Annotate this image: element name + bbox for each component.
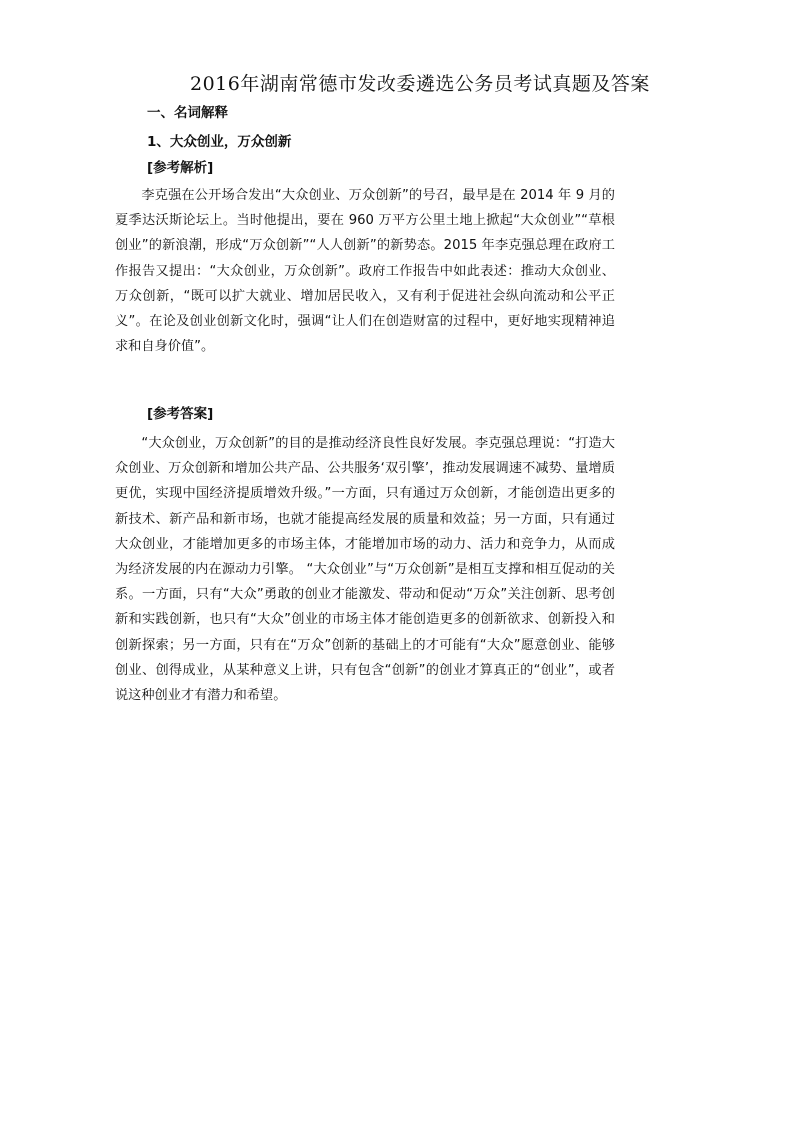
answer-label: [参考答案] <box>147 406 214 422</box>
analysis-label: [参考解析] <box>147 160 214 176</box>
analysis-paragraph: 李克强在公开场合发出“大众创业、万众创新”的号召，最早是在 2014 年 9 月的夏季达沃斯论坛上。当时他提出，要在 960 万平方公里土地上掀起“大众创业”“草根创业”的新浪潮，形成“万众创新”“人人创新”的新势态。2015 年李克强总理在政府工作报告又提出：“大众创业，万众创新”。政府工作报告中如此表述：推动大众创业、万众创新，“既可以扩大就业、增加居民收入，又有利于促进社会纵向流动和公平正义”。在论及创业创新文化时，强调“让人们在创造财富的过程中，更好地实现精神追求和自身价值”。 <box>115 188 615 355</box>
section-heading: 一、名词解释 <box>147 105 228 121</box>
term-heading: 1、大众创业，万众创新 <box>147 134 292 150</box>
answer-paragraph: “大众创业，万众创新”的目的是推动经济良性良好发展。李克强总理说：“打造大众创业、万众创新和增加公共产品、公共服务‘双引擎’，推动发展调速不减势、量增质更优，实现中国经济提质增效升级。”一方面，只有通过万众创新，才能创造出更多的新技术、新产品和新市场，也就才能提高经发展的质量和效益；另一方面，只有通过大众创业，才能增加更多的市场主体，才能增加市场的动力、活力和竞争力，从而成为经济发展的内在源动力引擎。 “大众创业”与“万众创新”是相互支撑和相互促动的关系。一方面，只有“大众”勇敢的创业才能激发、带动和促动“万众”关注创新、思考创新和实践创新，也只有“大众”创业的市场主体才能创造更多的创新欲求、创新投入和创新探索；另一方面，只有在“万众”创新的基础上的才可能有“大众”愿意创业、能够创业、创得成业，从某种意义上讲，只有包含“创新”的创业才算真正的“创业”，或者说这种创业才有潜力和希望。 <box>115 436 615 704</box>
document-title: 2016年湖南常德市发改委遴选公务员考试真题及答案 <box>190 73 650 95</box>
